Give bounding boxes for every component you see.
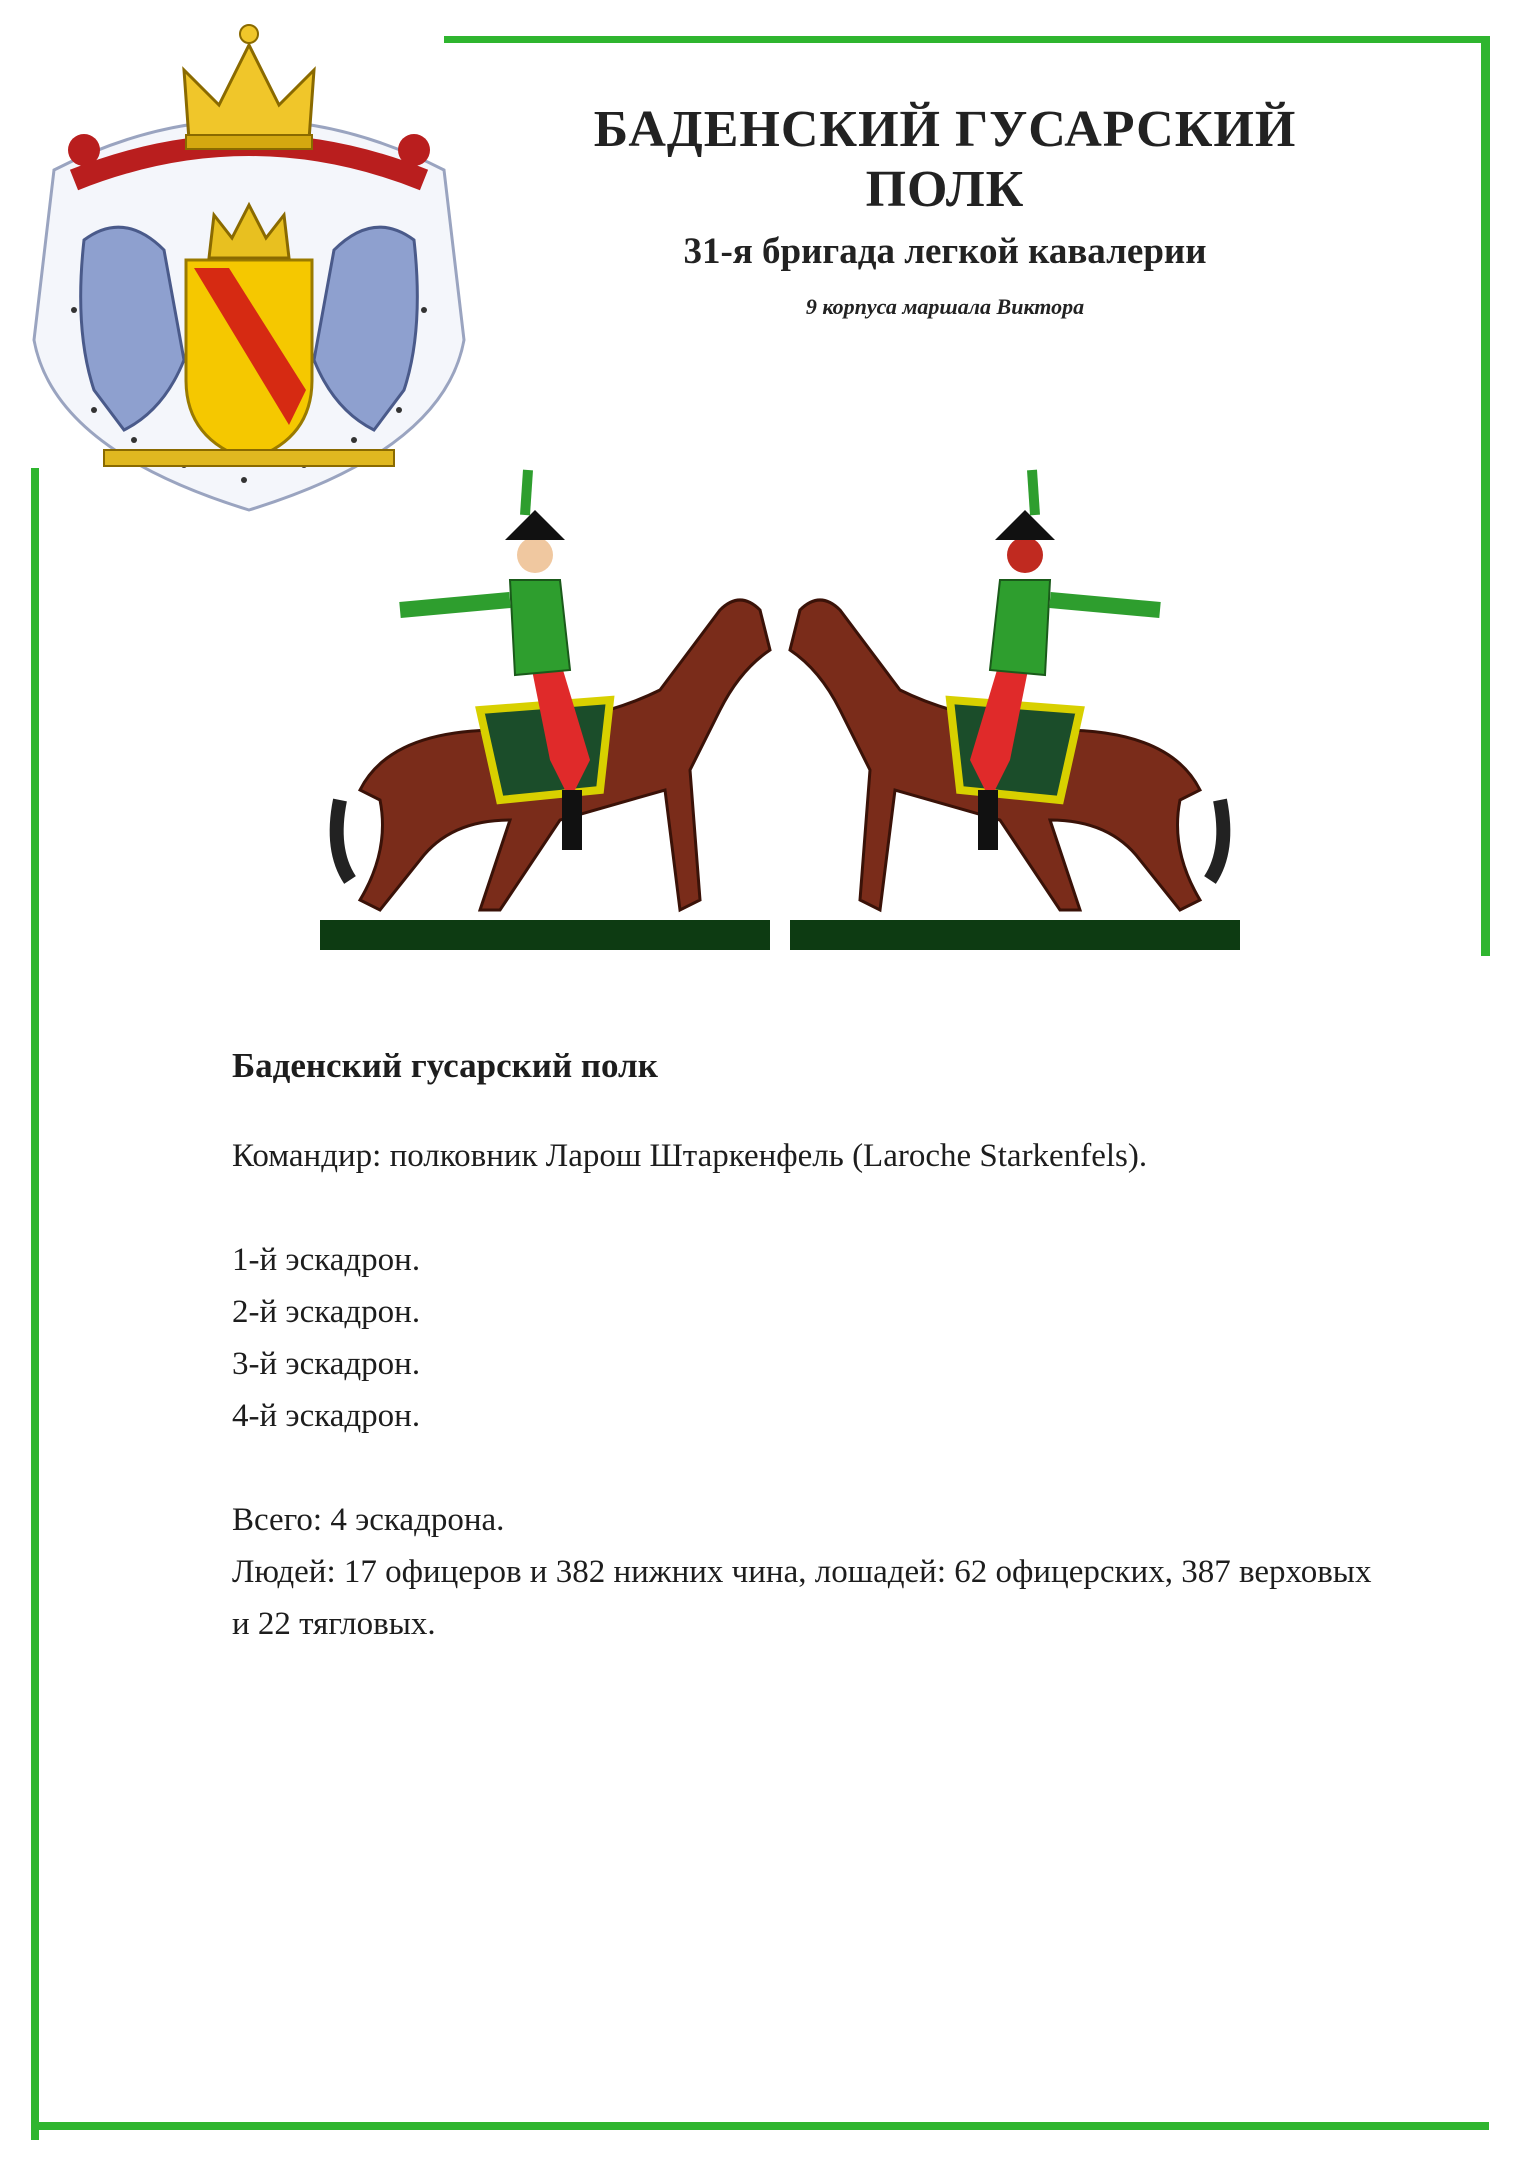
frame-bottom-border — [31, 2122, 1489, 2130]
shield — [186, 260, 312, 460]
coat-of-arms-illustration — [14, 10, 484, 520]
page-subtitle: 31-я бригада легкой кавалерии — [683, 231, 1207, 272]
squadron-item: 2-й эскадрон. — [232, 1294, 421, 1330]
squadron-item: 4-й эскадрон. — [232, 1398, 421, 1434]
total-line: Всего: 4 эскадрона. — [232, 1502, 505, 1538]
commander-line: Командир: полковник Ларош Штаркенфель (Laroche Starkenfels). — [232, 1138, 1148, 1174]
people-line: Людей: 17 офицеров и 382 нижних чина, лошадей: 62 офицерских, 387 верховых и 22 тягловых. — [232, 1554, 1372, 1642]
rider-jacket — [510, 580, 570, 675]
squadron-item: 3-й эскадрон. — [232, 1346, 421, 1382]
section-heading: Баденский гусарский полк — [232, 1046, 658, 1085]
hussar-officer-right — [790, 470, 1240, 950]
frame-top-border — [444, 36, 1488, 43]
corps-note: 9 корпуса маршала Виктора — [805, 294, 1085, 319]
squadron-item: 1-й эскадрон. — [232, 1242, 421, 1278]
hussar-figures-illustration — [300, 460, 1260, 960]
frame-right-border — [1481, 36, 1490, 956]
hussar-officer-left — [320, 470, 770, 950]
page-header — [520, 100, 1370, 320]
main-crown — [184, 45, 314, 140]
regiment-description — [232, 1040, 1382, 1650]
bicorne-left — [505, 510, 565, 540]
frame-left-border — [31, 468, 39, 2140]
page-title: БАДЕНСКИЙ ГУСАРСКИЙ ПОЛК — [593, 101, 1297, 218]
